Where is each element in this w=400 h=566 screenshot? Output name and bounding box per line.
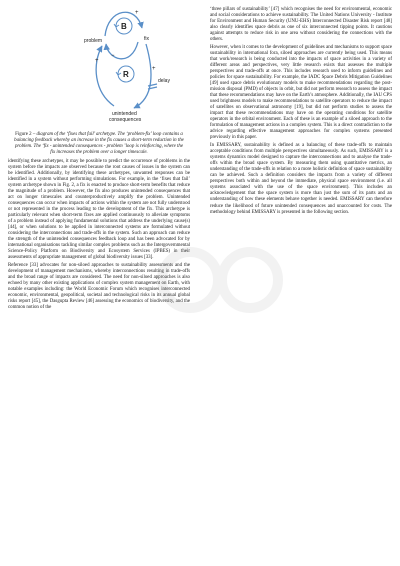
paragraph: ‘three pillars of sustainability’ [47] which recognises the need for environmental, economic and social considerations to achieve sustainability. The United Nations University - Institute for Environment and Human Security (UNU-EHS) Interconnected Disaster Risk report [48] also clearly identifies space debris as one of six interconnected tipping points. It cautions against attempts to reduce risk in one area without considering the connections with the others.: [210, 7, 392, 43]
balancing-letter: B: [121, 22, 127, 31]
delay-mark: [148, 84, 157, 86]
fixes-that-fail-diagram: [8, 0, 190, 131]
polarity-sign: +: [135, 10, 139, 16]
polarity-sign: +: [152, 66, 156, 72]
node-unintended: unintended: [112, 111, 137, 117]
node-consequences: consequences: [109, 117, 142, 123]
paragraph: In EMISSARY, sustainability is defined as a balancing of these trade-offs to maintain acceptable conditions from multiple perspectives simultaneously. As such, EMISSARY is a systems dynamics model designed to capture the interconnections and to analyse the trade-offs within the broad space system. By measuring them using quantitative metrics, an understanding of the trade-offs in relation to a more holistic definition of space sustainability can be achieved. Such a definition considers the impacts from a variety of different perspectives both within and beyond the immediate, physical space environment (i.e. all systems associated with the use of the space environment). This includes an acknowledgement that the space system is more than just the sum of its parts and an understanding of how these elements behave together is needed. EMISSARY can therefore reduce the likelihood of future unintended consequences and unaccounted for costs. The methodology behind EMISSARY is presented in the following section.: [210, 143, 392, 215]
reinforcing-letter: R: [123, 70, 129, 79]
figure-caption-text: diagram of the ‘fixes that fail’ archetype. The ‘problem-fix’ loop contains a balancing feedback whereby an increase in the fix causes a short-term reduction in the problem. The ‘fix - unintended consequences - problem ’loop is reinforcing, where the fix increases the problem over a longer timescale.: [14, 132, 184, 156]
arrow-fix-to-consequences: [134, 44, 151, 108]
polarity-sign: −: [111, 53, 115, 59]
delay-label: delay: [158, 78, 170, 84]
polarity-sign: +: [95, 58, 99, 64]
paragraph: However, when it comes to the development of guidelines and mechanisms to support space sustainability in international fora, siloed approaches are currently being used. This means that work/research is being conducted into the impacts of space activities in a variety of different areas and perspectives, very little research exists that assesses the multiple perspectives and trade-offs at once. This includes research used to inform guidelines and policies for space sustainability. For example, the IADC Space Debris Mitigation Guidelines [49] used space debris evolutionary models to make recommendations regarding the post-mission disposal (PMD) of objects in orbit, but did not perform research to assess the impact that these recommendations may have on the Earth’s atmosphere. Additionally, the IAU CPS used brightness models to make recommendations to satellite operators to reduce the impact of satellites on observational astronomy [19], but did not perform studies to assess the impact that these recommendations may have on the operating conditions for satellite operators in the orbital environment. Each of these is an example of a siloed approach to the formulation of management actions in a complex system. This is a direct contradiction to the advice regarding effective management approaches for complex systems presented previously in this paper.: [210, 45, 392, 141]
figure-caption-label: Figure 2 –: [15, 132, 36, 137]
figure-caption: [12, 132, 186, 156]
left-column: [8, 0, 190, 313]
diagram-svg: [8, 0, 190, 131]
node-problem: problem: [84, 38, 103, 44]
right-column: [210, 0, 392, 218]
paragraph: identifying these archetypes, it may be possible to predict the occurrence of problems in the system before the impacts are observed because the root causes of issues in the system can be identified. Additionally, by identifying these archetypes, unwanted responses can be identified in a system without performing simulations. For example, in the ‘fixes that fail’ system archetype shown in Fig. 2, a fix is enacted to produce short-term benefits that reduce the magnitude of a problem. However, the fix also produces unintended consequences that act on longer timescales and counterproductively amplify the problem. Unintended consequences can occur when impacts of actions within the system are not fully understood or not represented in the process leading to the development of the fix. This archetype is particularly relevant when short-term fixes are applied continuously to alleviate symptoms of a problem instead of applying fundamental solutions that address the underlying cause(s) [44], or when solutions to be applied in interconnected systems are formulated without considering the interconnections and trade-offs in the system. Such an approach can reduce the strength of the unintended consequences feedback loop and has been advocated for by international organisations tackling similar complex problems such as the Intergovernmental Science-Policy Platform on Biodiversity and Ecosystem Services (IPBES) in their assessments of appropriate management of global biodiversity issues [33].: [8, 159, 190, 261]
node-fix: fix: [144, 36, 149, 42]
paragraph: Reference [33] advocates for non-siloed approaches to sustainability assessments and the development of management mechanisms, whereby interconnections resulting in trade-offs and the broad range of impacts are considered. The need for non-siloed approaches is also echoed by many other existing applications of complex system management on Earth, with notable examples including: the World Economic Forum which recognises interconnected economic, environmental, geopolitical, societal and technological risks in its annual global risks report [45], the Dasgupta Review [46] assessing the economics of biodiversity, and the common notion of the: [8, 263, 190, 311]
